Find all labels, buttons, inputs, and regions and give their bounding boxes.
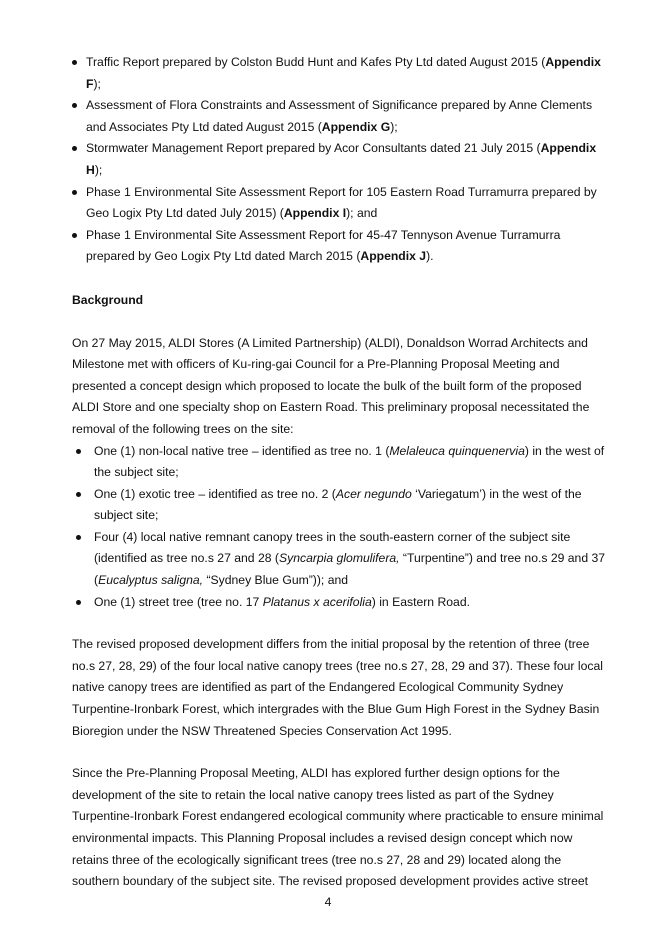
paragraph: The revised proposed development differs from the initial proposal by the retention of three (tree no.s 27, 28, 29) of the four local native canopy trees (tree no.s 27, 28, 29 and 37). These four local native canopy trees are identified as part of the Endangered Ecological Community Sydney Turpentine-Ironbark Forest, which intergrades with the Blue Gum High Forest in the Sydney Basin Bioregion under the NSW Threatened Species Conservation Act 1995. [72,637,603,738]
document-page [72,52,606,893]
section-heading: Background [72,292,144,307]
appendix-list [72,52,606,268]
page-number: 4 [324,895,332,909]
list-item: Assessment of Flora Constraints and Assessment of Significance prepared by Anne Clements and Associates Pty Ltd dated August 2015 (Appendix G); [72,95,606,138]
paragraph: On 27 May 2015, ALDI Stores (A Limited Partnership) (ALDI), Donaldson Worrad Architects and Milestone met with officers of Ku-ring-gai Council for a Pre-Planning Proposal Meeting and presented a concept design which proposed to locate the bulk of the built form of the proposed ALDI Store and one specialty shop on Eastern Road. This preliminary proposal necessitated the removal of the following trees on the site: [72,335,590,436]
paragraph: Since the Pre-Planning Proposal Meeting, ALDI has explored further design options for the development of the site to retain the local native canopy trees listed as part of the Sydney Turpentine-Ironbark Forest endangered ecological community where practicable to ensure minimal environmental impacts. This Planning Proposal includes a revised design concept which now retains three of the ecologically significant trees (tree no.s 27, 28 and 29) located along the southern boundary of the subject site. The revised proposed development provides active street [72,766,604,889]
list-item: Phase 1 Environmental Site Assessment Report for 45-47 Tennyson Avenue Turramurra prepared by Geo Logix Pty Ltd dated March 2015 (Appendix J). [72,225,606,268]
tree-list [72,441,606,614]
list-item: Phase 1 Environmental Site Assessment Report for 105 Eastern Road Turramurra prepared by Geo Logix Pty Ltd dated July 2015) (Appendix I); and [72,182,606,225]
list-item: One (1) non-local native tree – identified as tree no. 1 (Melaleuca quinquenervia) in the west of the subject site; [72,441,606,484]
list-item: Traffic Report prepared by Colston Budd Hunt and Kafes Pty Ltd dated August 2015 (Appendix F); [72,52,606,95]
list-item: Stormwater Management Report prepared by Acor Consultants dated 21 July 2015 (Appendix H); [72,138,606,181]
list-item: One (1) exotic tree – identified as tree no. 2 (Acer negundo ‘Variegatum’) in the west of the subject site; [72,484,606,527]
list-item: Four (4) local native remnant canopy trees in the south-eastern corner of the subject site (identified as tree no.s 27 and 28 (Syncarpia glomulifera, “Turpentine”) and tree no.s 29 and 37 (Eucalyptus saligna, “Sydney Blue Gum”)); and [72,527,606,592]
list-item: One (1) street tree (tree no. 17 Platanus x acerifolia) in Eastern Road. [72,592,606,614]
